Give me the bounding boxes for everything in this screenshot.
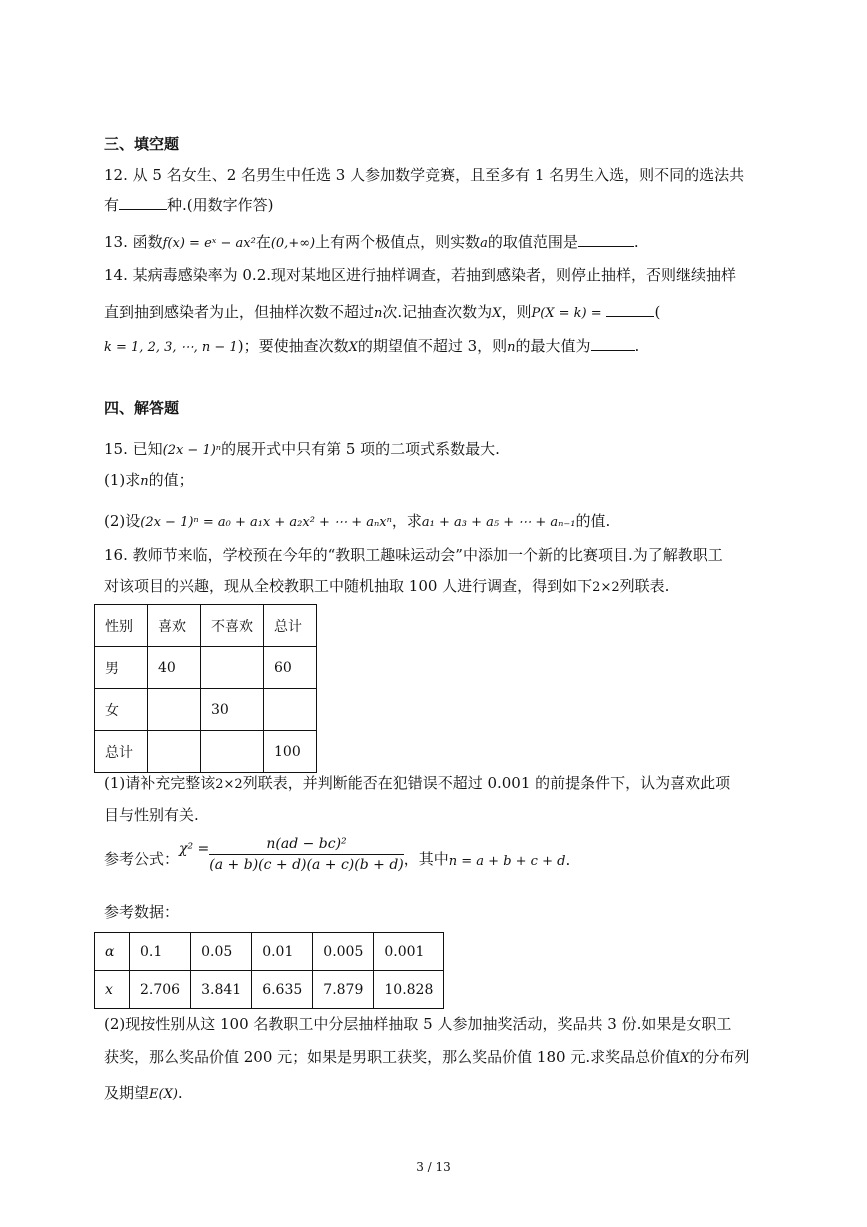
- table-row: [95, 971, 444, 1009]
- q14-n: n: [374, 306, 383, 321]
- critical-value-table: [94, 932, 444, 1009]
- table-header-cell: 总计: [264, 605, 317, 647]
- table-cell: [148, 689, 201, 731]
- q16-table-size: 2×2: [592, 580, 620, 595]
- q12-line-1: 12. 从 5 名女生、2 名男生中任选 3 人参加数学竞赛，且至多有 1 名男生入选，则不同的选法共: [104, 166, 745, 184]
- q16-part-1-line-1: [104, 773, 730, 795]
- table-header-cell: 喜欢: [148, 605, 201, 647]
- table-cell: α: [95, 933, 130, 971]
- q16-p2-text-c: 及期望: [104, 1084, 150, 1102]
- table-cell: x: [95, 971, 130, 1009]
- formula-end: .: [565, 851, 571, 869]
- reference-formula: [104, 836, 570, 873]
- q16-p2-text-d: .: [177, 1084, 183, 1102]
- table-header-cell: 性别: [95, 605, 148, 647]
- table-cell: 男: [95, 647, 148, 689]
- table-cell: 7.879: [313, 971, 374, 1009]
- table-cell: 0.1: [130, 933, 191, 971]
- table-cell: 0.05: [191, 933, 252, 971]
- q15-line: [104, 439, 500, 461]
- q14-text-d: (: [654, 303, 661, 321]
- page-number: 3 / 13: [416, 1160, 451, 1174]
- table-cell: 0.005: [313, 933, 374, 971]
- q15-p1-text-a: (1)求: [104, 471, 141, 489]
- table-cell: [201, 647, 264, 689]
- formula-numerator: n(ad − bc)²: [209, 836, 403, 855]
- table-row: [95, 731, 317, 773]
- q15-p1-n: n: [140, 474, 149, 489]
- q14-text-b: 次.记抽查次数为: [382, 303, 493, 321]
- q14-k-range: k = 1, 2, 3, ⋯, n − 1: [104, 340, 238, 355]
- reference-data-label: 参考数据：: [104, 903, 180, 921]
- table-cell: 0.01: [252, 933, 313, 971]
- formula-lhs: χ² =: [179, 841, 210, 857]
- q16-p1-text-a: (1)请补充完整该: [104, 774, 216, 792]
- formula-fraction: [179, 836, 404, 873]
- q13-function: f(x) = eˣ − ax²: [162, 236, 256, 251]
- formula-frac-body: [209, 836, 403, 873]
- q13-interval: (0,+∞): [270, 236, 316, 251]
- q16-part-2-line-2: [104, 1047, 749, 1069]
- q15-text-a: 15. 已知: [104, 440, 163, 458]
- q14-line-3: [104, 336, 639, 358]
- table-cell: 女: [95, 689, 148, 731]
- q14-text-f: 的期望值不超过 3，则: [357, 337, 508, 355]
- q16-part-2-line-3: [104, 1083, 183, 1105]
- q13-text-b: 在: [255, 233, 271, 251]
- q15-part-1: [104, 470, 194, 492]
- q15-p2-text-a: (2)设: [104, 512, 141, 530]
- q16-p1-text-b: 列联表，并判断能否在犯错误不超过 0.001 的前提条件下，认为喜欢此项: [242, 774, 731, 792]
- q16-p2-expectation: E(X): [149, 1087, 178, 1102]
- q15-p2-sum: a₁ + a₃ + a₅ + ⋯ + aₙ₋₁: [421, 515, 576, 530]
- formula-where: ，其中: [403, 850, 449, 868]
- table-cell: 2.706: [130, 971, 191, 1009]
- q13-line: [104, 232, 639, 254]
- q15-text-b: 的展开式中只有第 5 项的二项式系数最大.: [221, 440, 500, 458]
- contingency-table: [94, 604, 317, 773]
- q14-n-2: n: [507, 340, 516, 355]
- table-header-row: [95, 605, 317, 647]
- section-4-title: 四、解答题: [104, 399, 180, 417]
- q15-p2-text-c: 的值.: [575, 512, 611, 530]
- q16-line-2: [104, 576, 669, 598]
- q14-text-c: ，则: [501, 303, 532, 321]
- table-row: [95, 689, 317, 731]
- q13-variable: a: [480, 236, 488, 251]
- q15-p1-text-b: 的值；: [148, 471, 194, 489]
- table-cell: 100: [264, 731, 317, 773]
- q16-p2-X: X: [680, 1051, 690, 1066]
- q12-text-b: 种.(用数字作答): [167, 196, 274, 214]
- table-cell: [201, 731, 264, 773]
- q14-probability: P(X = k) =: [531, 306, 602, 321]
- q16-p2-text-b: 的分布列: [689, 1048, 750, 1066]
- q14-X: X: [492, 306, 502, 321]
- q14-answer-blank-2: [591, 336, 635, 351]
- table-cell: 总计: [95, 731, 148, 773]
- q16-text-b: 列联表.: [619, 577, 670, 595]
- table-cell: 6.635: [252, 971, 313, 1009]
- q13-text-a: 13. 函数: [104, 233, 163, 251]
- formula-n: n = a + b + c + d: [448, 854, 566, 869]
- table-cell: 0.001: [374, 933, 444, 971]
- table-cell: 40: [148, 647, 201, 689]
- q15-expression: (2x − 1)ⁿ: [162, 443, 222, 458]
- q14-text-a: 直到抽到感染者为止，但抽样次数不超过: [104, 303, 375, 321]
- q14-text-h: .: [634, 337, 640, 355]
- section-3-title: 三、填空题: [104, 135, 180, 153]
- q16-p1-table-size: 2×2: [215, 777, 243, 792]
- q14-line-2: [104, 302, 660, 324]
- table-cell: 60: [264, 647, 317, 689]
- q16-part-1-line-2: 目与性别有关.: [104, 806, 199, 824]
- formula-denominator: (a + b)(c + d)(a + c)(b + d): [209, 857, 404, 873]
- q12-line-2: [104, 195, 274, 215]
- q14-text-e: )；要使抽查次数: [237, 337, 349, 355]
- q14-answer-blank-1: [606, 302, 654, 317]
- q12-text-a: 有: [104, 196, 120, 214]
- table-row: [95, 647, 317, 689]
- q13-text-c: 上有两个极值点，则实数: [315, 233, 481, 251]
- table-row: [95, 933, 444, 971]
- q12-answer-blank: [119, 195, 167, 210]
- q13-answer-blank: [578, 232, 634, 247]
- q14-line-1: 14. 某病毒感染率为 0.2.现对某地区进行抽样调查，若抽到感染者，则停止抽样，否则继续抽样: [104, 266, 737, 284]
- q15-p2-expansion: (2x − 1)ⁿ = a₀ + a₁x + a₂x² + ⋯ + aₙxⁿ: [140, 515, 392, 530]
- q16-line-1: 16. 教师节来临，学校预在今年的“教职工趣味运动会”中添加一个新的比赛项目.为了解教职工: [104, 546, 723, 564]
- q14-text-g: 的最大值为: [515, 337, 591, 355]
- q13-text-d: 的取值范围是: [487, 233, 578, 251]
- table-cell: 30: [201, 689, 264, 731]
- q16-p2-text-a: 获奖，那么奖品价值 200 元；如果是男职工获奖，那么奖品价值 180 元.求奖品总价值: [104, 1048, 681, 1066]
- q16-part-2-line-1: (2)现按性别从这 100 名教职工中分层抽样抽取 5 人参加抽奖活动，奖品共 3 份.如果是女职工: [104, 1015, 732, 1033]
- q16-text-a: 对该项目的兴趣，现从全校教职工中随机抽取 100 人进行调查，得到如下: [104, 577, 593, 595]
- table-header-cell: 不喜欢: [201, 605, 264, 647]
- q15-part-2: [104, 511, 610, 533]
- formula-label: 参考公式：: [104, 850, 180, 868]
- table-cell: [148, 731, 201, 773]
- table-cell: 10.828: [374, 971, 444, 1009]
- table-cell: 3.841: [191, 971, 252, 1009]
- q14-X-2: X: [348, 340, 358, 355]
- table-cell: [264, 689, 317, 731]
- q13-text-e: .: [633, 233, 639, 251]
- q15-p2-text-b: ，求: [391, 512, 422, 530]
